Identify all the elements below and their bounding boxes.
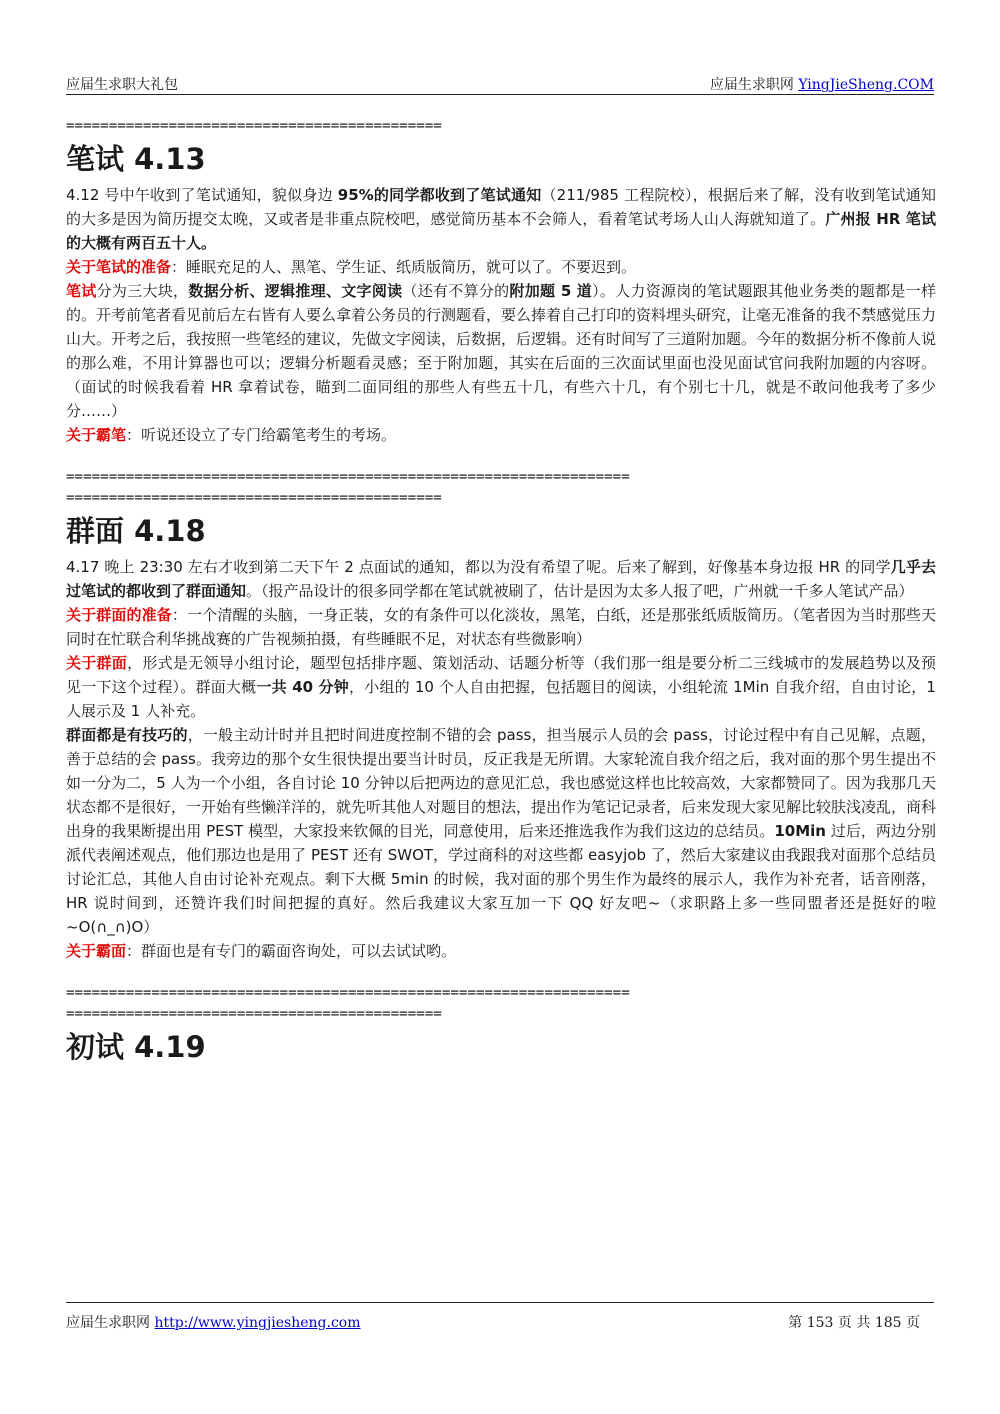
separator-line: ============================================ <box>66 1006 442 1022</box>
paragraph: 关于群面，形式是无领导小组讨论，题型包括排序题、策划活动、话题分析等（我们那一组是要分析二三线城市的发展趋势以及预见一下这个过程）。群面大概一共 40 分钟，小组的 10 个人自由把握，包括题目的阅读，小组轮流 1Min 自我介绍，自由讨论，1 人展示及 1 人补充。 <box>66 654 936 720</box>
highlight-label: 关于笔试的准备 <box>66 258 172 276</box>
paragraph: 关于笔试的准备：睡眠充足的人、黑笔、学生证、纸质版简历，就可以了。不要迟到。 <box>66 258 637 276</box>
highlight-label: 关于群面 <box>66 654 128 672</box>
paragraph: 群面都是有技巧的，一般主动计时并且把时间进度控制不错的会 pass，担当展示人员的会 pass，讨论过程中有自己见解，点题，善于总结的会 pass。我旁边的那个女生很快提出要当计时员，反正我是无所谓。大家轮流自我介绍之后，我对面的那个男生提出不如一分为二，5 人为一个小组，各自讨论 10 分钟以后把两边的意见汇总，我也感觉这样也比较高效，大家都赞同了。因为我那几天状态都不是很好，一开始有些懒洋洋的，就先听其他人对题目的想法，提出作为笔记记录者，后来发现大家见解比较肤浅凌乱，商科出身的我果断提出用 PEST 模型，大家投来钦佩的目光，同意使用，后来还推选我作为我们这边的总结员。10Min 过后，两边分别派代表阐述观点，他们那边也是用了 PEST 还有 SWOT，学过商科的对这些都 easyjob 了，然后大家建议由我跟我对面那个总结员讨论汇总，其他人自由讨论补充观点。剩下大概 5min 的时候，我对面的那个男生作为最终的展示人，我作为补充者，话音刚落，HR 说时间到，还赞许我们时间把握的真好。然后我建议大家互加一下 QQ 好友吧~（求职路上多一些同盟者还是挺好的啦~O(∩_∩)O） <box>66 726 937 936</box>
header-rule <box>66 94 934 95</box>
page-number: 第 153 页 共 185 页 <box>788 1315 920 1331</box>
paragraph: 关于霸面：群面也是有专门的霸面咨询处，可以去试试哟。 <box>66 942 457 960</box>
paragraph: 笔试分为三大块，数据分析、逻辑推理、文字阅读（还有不算分的附加题 5 道）。人力资源岗的笔试题跟其他业务类的题都是一样的。开考前笔者看见前后左右皆有人要么拿着公务员的行测题看，要么捧着自己打印的资料埋头研究，让毫无准备的我不禁感觉压力山大。开考之后，我按照一些笔经的建议，先做文字阅读，后数据，后逻辑。还有时间写了三道附加题。今年的数据分析不像前人说的那么难，不用计算器也可以；逻辑分析题看灵感；至于附加题，其实在后面的三次面试里面也没见面试官问我附加题的内容呀。（面试的时候我看着 HR 拿着试卷，瞄到二面同组的那些人有些五十几，有些六十几，有个别七十几，就是不敢问他我考了多少分……） <box>66 282 937 420</box>
footer-site <box>66 1312 361 1332</box>
highlight-label: 笔试 <box>66 282 97 300</box>
page-header <box>66 72 934 94</box>
paragraph: 关于霸笔：听说还设立了专门给霸笔考生的考场。 <box>66 426 397 444</box>
header-site-link[interactable]: YingJieSheng.COM <box>798 77 934 93</box>
highlight-label: 关于群面的准备 <box>66 606 172 624</box>
section-title-first-interview: 初试 4.19 <box>66 1030 206 1064</box>
document-body <box>66 110 936 1071</box>
header-title: 应届生求职大礼包 <box>66 77 178 93</box>
section-title-written-test: 笔试 4.13 <box>66 142 206 176</box>
footer-site-name: 应届生求职网 <box>66 1315 155 1331</box>
separator-line: ============================================ <box>66 490 442 506</box>
paragraph: 关于群面的准备：一个清醒的头脑，一身正装，女的有条件可以化淡妆，黑笔，白纸，还是那张纸质版简历。（笔者因为当时那些天同时在忙联合利华挑战赛的广告视频拍摄，有些睡眠不足，对状态有些微影响） <box>66 606 936 648</box>
footer-rule <box>66 1302 934 1303</box>
separator-line: ================================================================== <box>66 985 630 1001</box>
separator-line: ================================================================== <box>66 469 630 485</box>
header-site-name: 应届生求职网 <box>709 77 799 93</box>
footer-site-link[interactable]: http://www.yingjiesheng.com <box>154 1315 361 1331</box>
highlight-label: 关于霸面 <box>66 942 127 960</box>
separator-line: ============================================ <box>66 118 442 134</box>
paragraph: 4.17 晚上 23:30 左右才收到第二天下午 2 点面试的通知，都以为没有希望了呢。后来了解到，好像基本身边报 HR 的同学几乎去过笔试的都收到了群面通知。（报产品设计的很多同学都在笔试就被刷了，估计是因为太多人报了吧，广州就一千多人笔试产品） <box>66 558 936 600</box>
header-site <box>710 74 934 94</box>
highlight-label: 关于霸笔 <box>66 426 127 444</box>
paragraph: 4.12 号中午收到了笔试通知，貌似身边 95%的同学都收到了笔试通知（211/985 工程院校），根据后来了解，没有收到笔试通知的大多是因为简历提交太晚，又或者是非重点院校吧，感觉简历基本不会筛人，看着笔试考场人山人海就知道了。广州报 HR 笔试的大概有两百五十人。 <box>66 186 937 252</box>
section-title-group-interview: 群面 4.18 <box>66 514 206 548</box>
page-footer <box>66 1312 934 1334</box>
